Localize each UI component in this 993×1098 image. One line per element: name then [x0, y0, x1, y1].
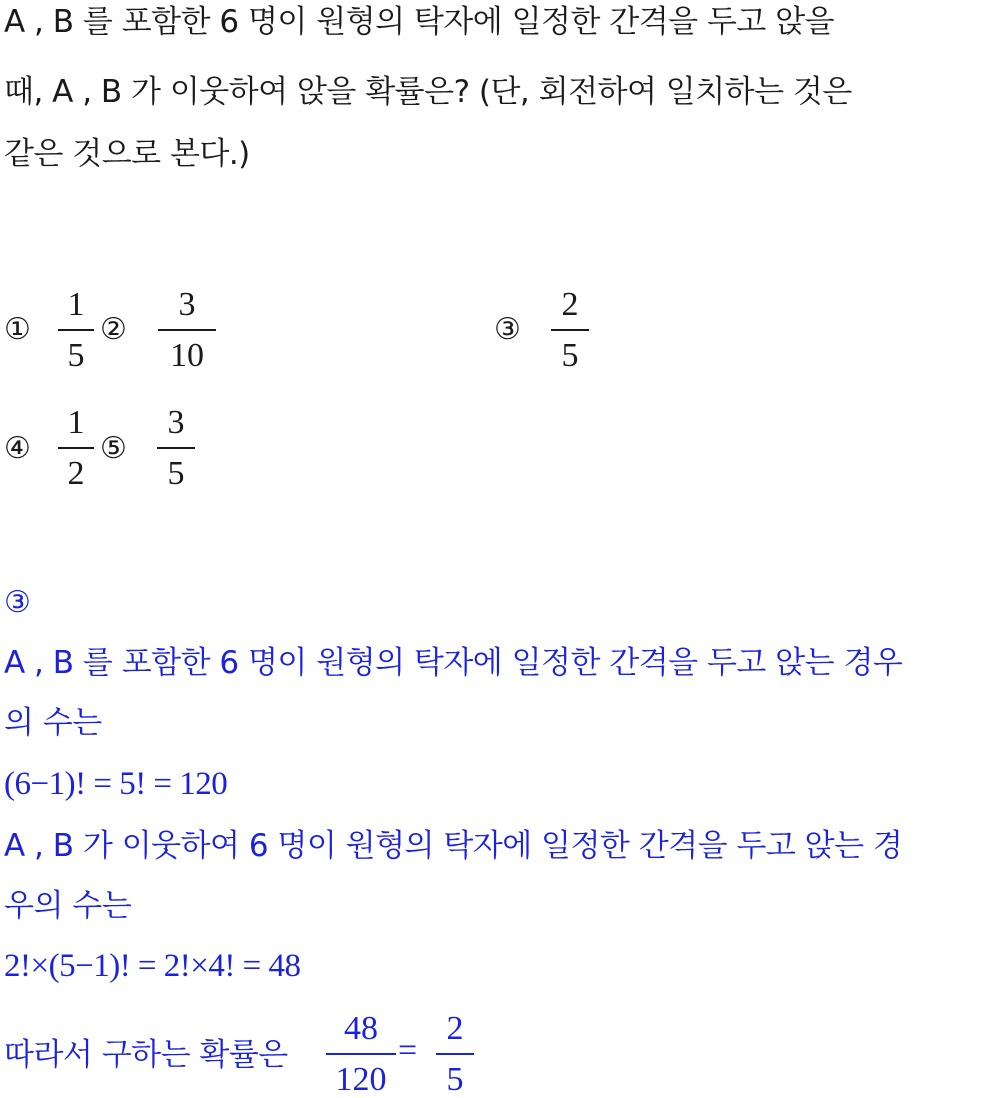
choice-1-fraction[interactable] — [58, 288, 94, 373]
solution-line-1: A , B 를 포함한 6 명이 원형의 탁자에 일정한 간격을 두고 앉는 경우 — [4, 645, 903, 681]
choice-2-denominator: 10 — [170, 337, 204, 374]
final-equals-sign: = — [398, 1032, 418, 1069]
choice-5-denominator: 5 — [167, 455, 185, 492]
solution-formula-1: (6−1)! = 5! = 120 — [4, 766, 228, 802]
choice-1-marker[interactable]: ① — [4, 312, 31, 347]
fraction-bar — [58, 329, 94, 331]
final-fraction-1-denominator: 120 — [335, 1061, 387, 1098]
fraction-bar — [551, 329, 589, 331]
solution-conclusion-text: 따라서 구하는 확률은 — [4, 1037, 288, 1073]
question-line-2: 때, A , B 가 이웃하여 앉을 확률은? (단, 회전하여 일치하는 것은 — [4, 74, 852, 110]
choice-2-marker[interactable]: ② — [100, 312, 127, 347]
fraction-bar — [158, 329, 216, 331]
solution-line-4: 우의 수는 — [4, 888, 132, 924]
question-line-3: 같은 것으로 본다.) — [4, 136, 250, 172]
solution-formula-2: 2!×(5−1)! = 2!×4! = 48 — [4, 948, 301, 984]
choice-3-marker[interactable]: ③ — [494, 312, 521, 347]
choice-2-fraction[interactable] — [158, 288, 216, 373]
choice-5-fraction[interactable] — [157, 406, 195, 491]
choice-1-denominator: 5 — [67, 337, 85, 374]
fraction-bar — [157, 447, 195, 449]
final-fraction-1-numerator: 48 — [344, 1010, 378, 1047]
choice-3-fraction[interactable] — [551, 288, 589, 373]
final-fraction-2-denominator: 5 — [446, 1061, 464, 1098]
fraction-bar — [326, 1053, 396, 1055]
choice-4-fraction[interactable] — [58, 406, 94, 491]
final-fraction-2-numerator: 2 — [446, 1010, 464, 1047]
choice-1-numerator: 1 — [67, 286, 85, 323]
final-fraction-1 — [326, 1012, 396, 1097]
fraction-bar — [58, 447, 94, 449]
choice-4-marker[interactable]: ④ — [4, 431, 31, 466]
choice-5-marker[interactable]: ⑤ — [100, 431, 127, 466]
choice-2-numerator: 3 — [178, 286, 196, 323]
answer-marker: ③ — [4, 585, 31, 620]
choice-4-denominator: 2 — [67, 455, 85, 492]
choice-3-numerator: 2 — [561, 286, 579, 323]
solution-line-2: 의 수는 — [4, 705, 102, 741]
fraction-bar — [436, 1053, 474, 1055]
choice-4-numerator: 1 — [67, 404, 85, 441]
final-fraction-2 — [436, 1012, 474, 1097]
choice-5-numerator: 3 — [167, 404, 185, 441]
solution-line-3: A , B 가 이웃하여 6 명이 원형의 탁자에 일정한 간격을 두고 앉는 경 — [4, 828, 903, 864]
question-line-1: A , B 를 포함한 6 명이 원형의 탁자에 일정한 간격을 두고 앉을 — [4, 4, 835, 40]
choice-3-denominator: 5 — [561, 337, 579, 374]
